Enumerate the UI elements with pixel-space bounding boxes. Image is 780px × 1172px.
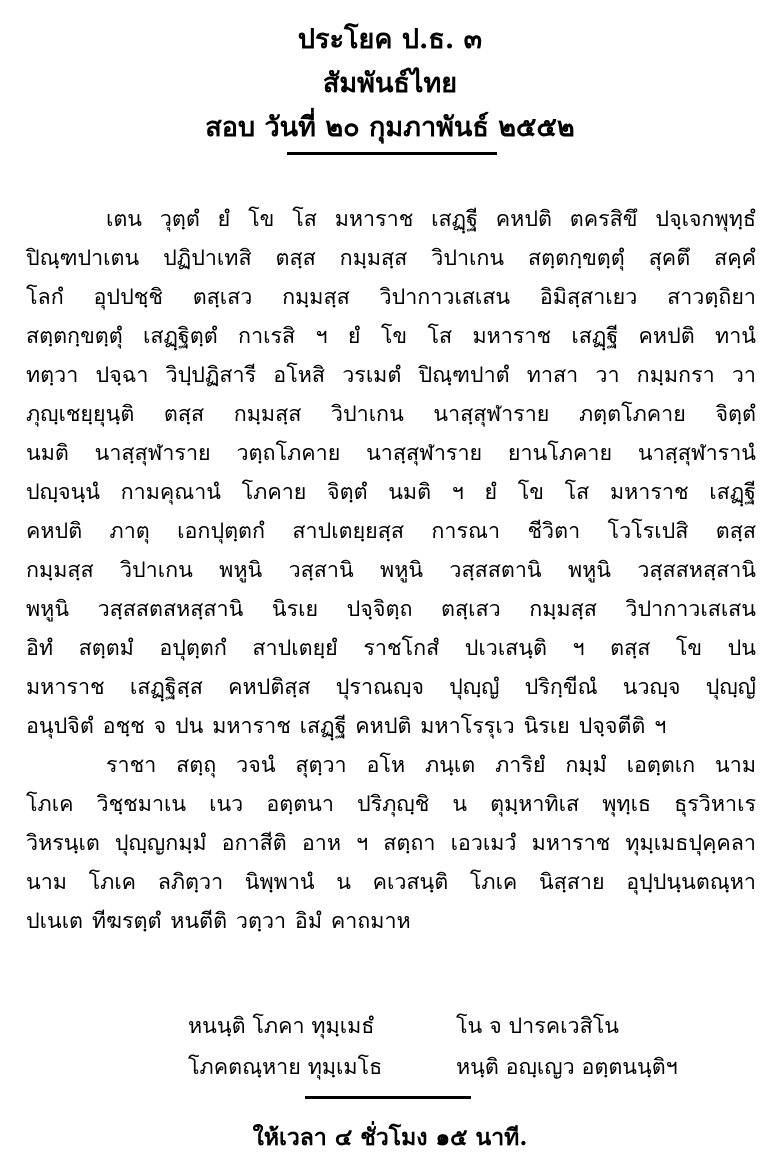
passage-line: โลกํ อุปปชฺชิ ตสฺเสว กมฺมสฺส วิปากาวเสเสน อิมิสฺสาเยว สาวตฺถิยา	[26, 285, 756, 310]
verse-block	[188, 1006, 728, 1088]
verse-row	[188, 1047, 728, 1088]
exam-level: ประโยค ป.ธ. ๓	[297, 24, 483, 55]
passage-line: วิหรนฺเต ปุญฺญกมฺมํ อกาสีติ อาห ฯ สตฺถา เอวเมวํ มหาราช ทุมฺเมธปุคฺคลา	[26, 831, 756, 856]
passage-line: ทตฺวา ปจฺฉา วิปฺปฏิสารี อโหสิ วรเมตํ ปิณฺฑปาตํ ทาสา วา กมฺมกรา วา	[26, 363, 756, 388]
exam-date: สอบ วันที่ ๒๐ กุมภาพันธ์ ๒๕๕๒	[205, 112, 575, 143]
passage-line: ปเนเต ทีฆรตฺตํ หนตีติ วตฺวา อิมํ คาถมาห	[26, 909, 411, 934]
exam-header	[0, 18, 780, 150]
passage-line: ภุญฺเชยฺยุนฺติ ตสฺส กมฺมสฺส วิปาเกน นาสฺสุฬาราย ภตฺตโภคาย จิตฺตํ	[26, 402, 756, 427]
passage-line: ราชา สตฺถุ วจนํ สุตฺวา อโห ภนฺเต ภาริยํ กมฺมํ เอตฺตเก นาม	[106, 753, 756, 778]
time-allowed: ให้เวลา ๔ ชั่วโมง ๑๕ นาที.	[252, 1124, 528, 1151]
verse-second-half: หนฺติ อญฺเญว อตฺตนนฺติฯ	[456, 1055, 678, 1080]
exam-subject: สัมพันธ์ไทย	[322, 68, 458, 99]
passage-line: สตฺตกฺขตฺตุํ เสฏฺฐิตฺตํ กาเรสิ ฯ ยํ โข โส มหาราช เสฏฺฐี คหปติ ทานํ	[26, 324, 756, 349]
footer-divider	[305, 1096, 471, 1099]
passage-line: มหาราช เสฏฺฐิสฺส คหปติสฺส ปุราณญฺจ ปุญฺญํ ปริกฺขีณํ นวญฺจ ปุญฺญํ	[26, 675, 756, 700]
passage-line: คหปติ ภาตุ เอกปุตฺตกํ สาปเตยฺยสฺส การณา ชีวิตา โวโรเปสิ ตสฺส	[26, 519, 756, 544]
passage-line: อิทํ สตฺตมํ อปุตฺตกํ สาปเตยฺยํ ราชโกสํ ปเวเสนฺติ ฯ ตสฺส โข ปน	[26, 636, 756, 661]
passage-line: พหูนิ วสฺสสตสหสฺสานิ นิรเย ปจฺจิตฺถ ตสฺเสว กมฺมสฺส วิปากาวเสเสน	[26, 597, 756, 622]
passage-text	[26, 200, 756, 941]
verse-first-half: หนนฺติ โภคา ทุมฺเมธํ	[188, 1014, 375, 1039]
passage-line: นมติ นาสฺสุฬาราย วตฺถโภคาย นาสฺสุฬาราย ยานโภคาย นาสฺสุฬารานํ	[26, 441, 756, 466]
passage-line: โภเค วิชฺชมาเน เนว อตฺตนา ปริภุญฺชิ น ตุมฺหาทิเส พุทฺเธ ธุรวิหาเร	[26, 792, 756, 817]
verse-first-half: โภคตณฺหาย ทุมฺเมโธ	[188, 1055, 383, 1080]
passage-line: กมฺมสฺส วิปาเกน พหูนิ วสฺสานิ พหูนิ วสฺสสตานิ พหูนิ วสฺสสหสฺสานิ	[26, 558, 756, 583]
passage-line: เตน วุตฺตํ ยํ โข โส มหาราช เสฏฺฐี คหปติ ตครสิขึ ปจฺเจกพุทฺธํ	[106, 207, 756, 232]
header-divider	[287, 152, 497, 155]
verse-second-half: โน จ ปารคเวสิโน	[456, 1014, 619, 1039]
passage-line: อนุปจิตํ อชฺช จ ปน มหาราช เสฏฺฐี คหปติ มหาโรรุเว นิรเย ปจฺจตีติ ฯ	[26, 714, 667, 739]
passage-line: ปญฺจนฺนํ กามคุณานํ โภคาย จิตฺตํ นมติ ฯ ยํ โข โส มหาราช เสฏฺฐี	[26, 480, 756, 505]
passage-line: นาม โภเค ลภิตฺวา นิพฺพานํ น คเวสนฺติ โภเค นิสฺสาย อุปฺปนฺนตณฺหา	[26, 870, 756, 895]
passage-line: ปิณฺฑปาเตน ปฏิปาเทสิ ตสฺส กมฺมสฺส วิปาเกน สตฺตกฺขตฺตุํ สุคตึ สคฺคํ	[26, 246, 756, 271]
verse-row	[188, 1006, 728, 1047]
